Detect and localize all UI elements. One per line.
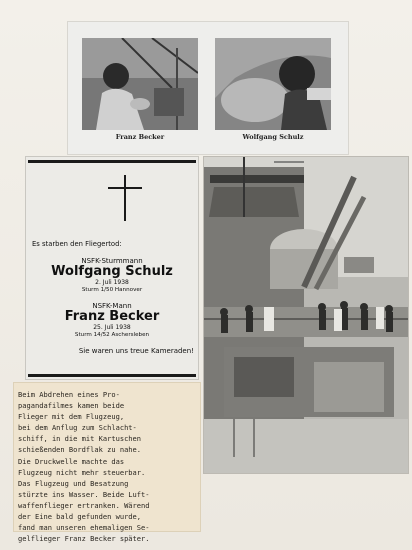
person1-rank: NSFK-Sturmmann xyxy=(81,257,143,265)
person2-unit: Sturm 14/52 Aschersleben xyxy=(74,332,150,338)
photo-franz-becker xyxy=(82,38,198,130)
note-line: der Eine bald gefunden wurde, xyxy=(18,512,142,522)
photo-caption-left: Franz Becker xyxy=(115,133,165,141)
person2-rank: NSFK-Mann xyxy=(92,302,132,310)
note-line: Flugzeug nicht mehr steuerbar. xyxy=(18,467,146,477)
person1-date: 2. Juli 1938 xyxy=(95,279,129,286)
note-line: fand man unseren ehemaligen Se- xyxy=(18,523,150,533)
photo-wolfgang-schulz xyxy=(215,38,331,130)
note-line: Beim Abdrehen eines Pro- xyxy=(18,390,120,399)
person2-name: Franz Becker xyxy=(64,309,160,324)
person1-name: Wolfgang Schulz xyxy=(51,264,173,279)
cross-icon xyxy=(124,175,126,221)
note-line: stürzte ins Wasser. Beide Luft- xyxy=(18,489,150,499)
note-line: waffenflieger ertranken. Wärend xyxy=(18,500,150,510)
typed-note xyxy=(14,383,200,544)
person1-unit: Sturm 1/50 Hannover xyxy=(81,287,143,293)
note-line: schiff, in die mit Kartuschen xyxy=(18,434,142,444)
note-line: Flieger mit dem Flugzeug, xyxy=(18,412,125,422)
typed-note-text xyxy=(18,389,197,544)
note-line: bei dem Anflug zum Schlacht- xyxy=(18,423,137,433)
person2-date: 25. Juli 1938 xyxy=(93,324,131,331)
photo-battleship xyxy=(204,157,408,473)
newspaper-clipping-portraits xyxy=(68,22,348,154)
obituary-intro: Es starben den Fliegertod: xyxy=(32,240,122,248)
note-line: pagandafilmes kamen beide xyxy=(18,401,125,411)
note-line: Das Flugzeug und Besatzung xyxy=(18,478,129,488)
obituary-closing: Sie waren uns treue Kameraden! xyxy=(78,347,194,355)
note-line: schießenden Bordflak zu nahe. xyxy=(18,445,142,455)
obituary-notice xyxy=(26,157,198,379)
note-line: Die Druckwelle machte das xyxy=(18,456,125,466)
photo-caption-right: Wolfgang Schulz xyxy=(242,133,304,141)
note-line: gelflieger Franz Becker später. xyxy=(18,534,150,544)
cross-icon-bar xyxy=(108,187,142,189)
